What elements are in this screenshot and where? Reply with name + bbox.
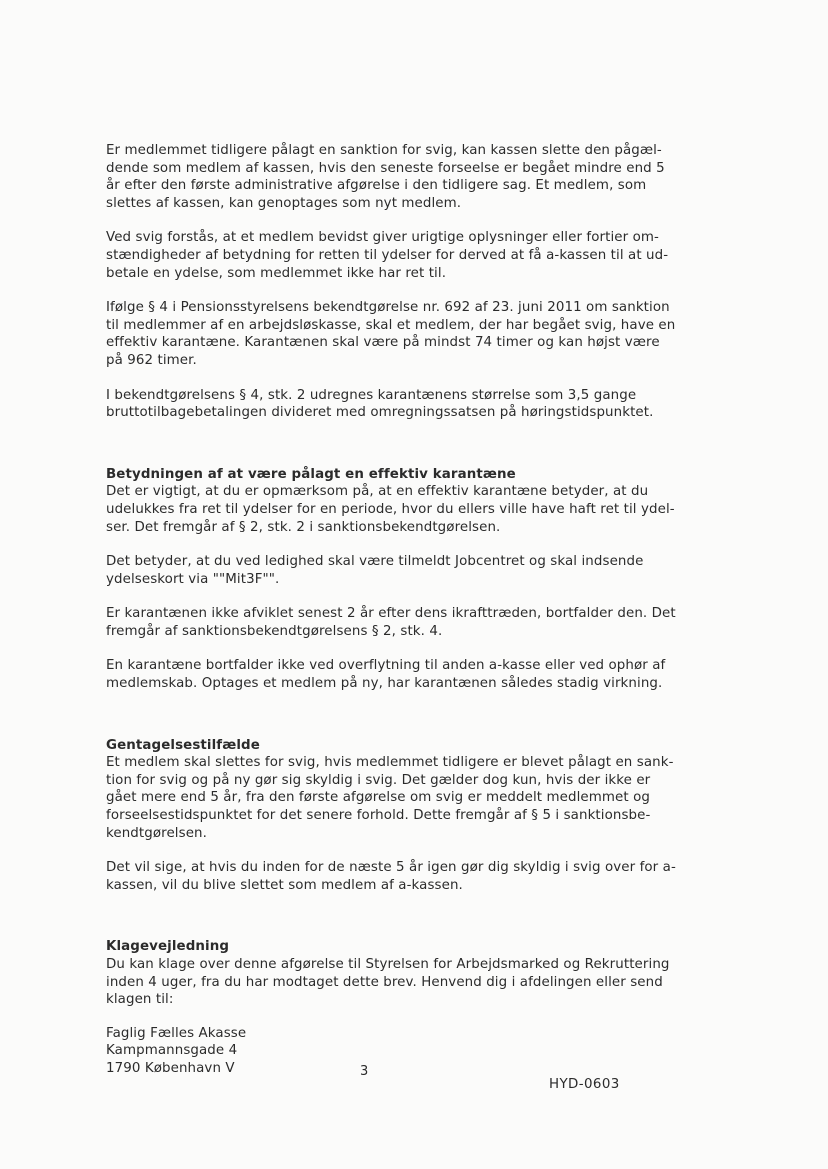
text-line: år efter den første administrative afgørelse i den tidligere sag. Et medlem, som [106,178,647,194]
paragraph [106,605,706,640]
text-line: medlemskab. Optages et medlem på ny, har karantænen således stadig virkning. [106,676,663,692]
paragraph [106,483,706,536]
text-line: Er medlemmet tidligere pålagt en sanktion for svig, kan kassen slette den pågæl- [106,143,662,158]
text-line: En karantæne bortfalder ikke ved overflytning til anden a-kasse eller ved ophør af [106,658,666,674]
text-line: ser. Det fremgår af § 2, stk. 2 i sanktionsbekendtgørelsen. [106,519,501,535]
text-line: Et medlem skal slettes for svig, hvis medlemmet tidligere er blevet pålagt en sank- [106,755,674,771]
text-line: forseelsestidspunktet for det senere forhold. Dette fremgår af § 5 i sanktionsbe- [106,808,651,824]
section-betydning [106,466,706,693]
text-line: udelukkes fra ret til ydelser for en periode, hvor du ellers ville have haft ret til ydel- [106,501,675,517]
text-line: dende som medlem af kassen, hvis den seneste forseelse er begået mindre end 5 [106,160,665,176]
text-line: tion for svig og på ny gør sig skyldig i svig. Det gælder dog kun, hvis der ikke er [106,772,651,788]
section-heading: Betydningen af at være pålagt en effektiv karantæne [106,466,516,482]
text-line: slettes af kassen, kan genoptages som nyt medlem. [106,195,462,211]
paragraph-karantaene-stoerrelse [106,387,706,422]
text-line: til medlemmer af en arbejdsløskasse, skal et medlem, der har begået svig, have en [106,317,676,333]
address-line: Kampmannsgade 4 [106,1043,238,1059]
text-line: fremgår af sanktionsbekendtgørelsens § 2, stk. 4. [106,623,443,639]
document-code: HYD-0603 [549,1077,620,1092]
paragraph-bekendtgoerelse [106,299,706,369]
text-line: I bekendtgørelsens § 4, stk. 2 udregnes karantænens størrelse som 3,5 gange [106,387,637,403]
section-heading: Klagevejledning [106,939,230,955]
text-line: stændigheder af betydning for retten til ydelser for derved at få a-kassen til at ud- [106,247,669,263]
section-heading: Gentagelsestilfælde [106,737,260,753]
paragraph [106,754,706,842]
text-line: Det er vigtigt, at du er opmærksom på, at en effektiv karantæne betyder, at du [106,484,649,500]
text-line: på 962 timer. [106,352,197,368]
document-body [106,142,706,1078]
text-line: Ved svig forstås, at et medlem bevidst giver urigtige oplysninger eller fortier om- [106,230,659,246]
text-line: kendtgørelsen. [106,825,207,841]
text-line: inden 4 uger, fra du har modtaget dette brev. Henvend dig i afdelingen eller send [106,974,663,990]
address-line: Faglig Fælles Akasse [106,1025,247,1041]
text-line: Det vil sige, at hvis du inden for de næste 5 år igen gør dig skyldig i svig over for a- [106,860,676,876]
text-line: Ifølge § 4 i Pensionsstyrelsens bekendtgørelse nr. 692 af 23. juni 2011 om sanktion [106,300,670,316]
text-line: betale en ydelse, som medlemmet ikke har ret til. [106,265,447,281]
text-line: klagen til: [106,992,174,1008]
page-number: 3 [360,1064,369,1079]
address-line: 1790 København V [106,1060,235,1076]
text-line: gået mere end 5 år, fra den første afgørelse om svig er meddelt medlemmet og [106,790,650,806]
paragraph [106,859,706,894]
text-line: bruttotilbagebetalingen divideret med omregningssatsen på høringstidspunktet. [106,405,654,421]
section-spacer [106,911,706,938]
section-gentagelse [106,737,706,895]
section-spacer [106,710,706,737]
postal-address [106,1025,706,1078]
text-line: ydelseskort via ""Mit3F"". [106,571,280,587]
paragraph-definition-svig [106,229,706,282]
text-line: effektiv karantæne. Karantænen skal være på mindst 74 timer og kan højst være [106,335,660,351]
paragraph-sanktion-slettelse [106,142,706,212]
text-line: kassen, vil du blive slettet som medlem af a-kassen. [106,877,463,893]
text-line: Er karantænen ikke afviklet senest 2 år efter dens ikrafttræden, bortfalder den. Det [106,606,676,622]
text-line: Du kan klage over denne afgørelse til Styrelsen for Arbejdsmarked og Rekruttering [106,957,670,972]
section-spacer [106,439,706,466]
text-line: Det betyder, at du ved ledighed skal være tilmeldt Jobcentret og skal indsende [106,554,644,570]
paragraph [106,553,706,588]
paragraph [106,657,706,692]
section-klagevejledning [106,938,706,1077]
